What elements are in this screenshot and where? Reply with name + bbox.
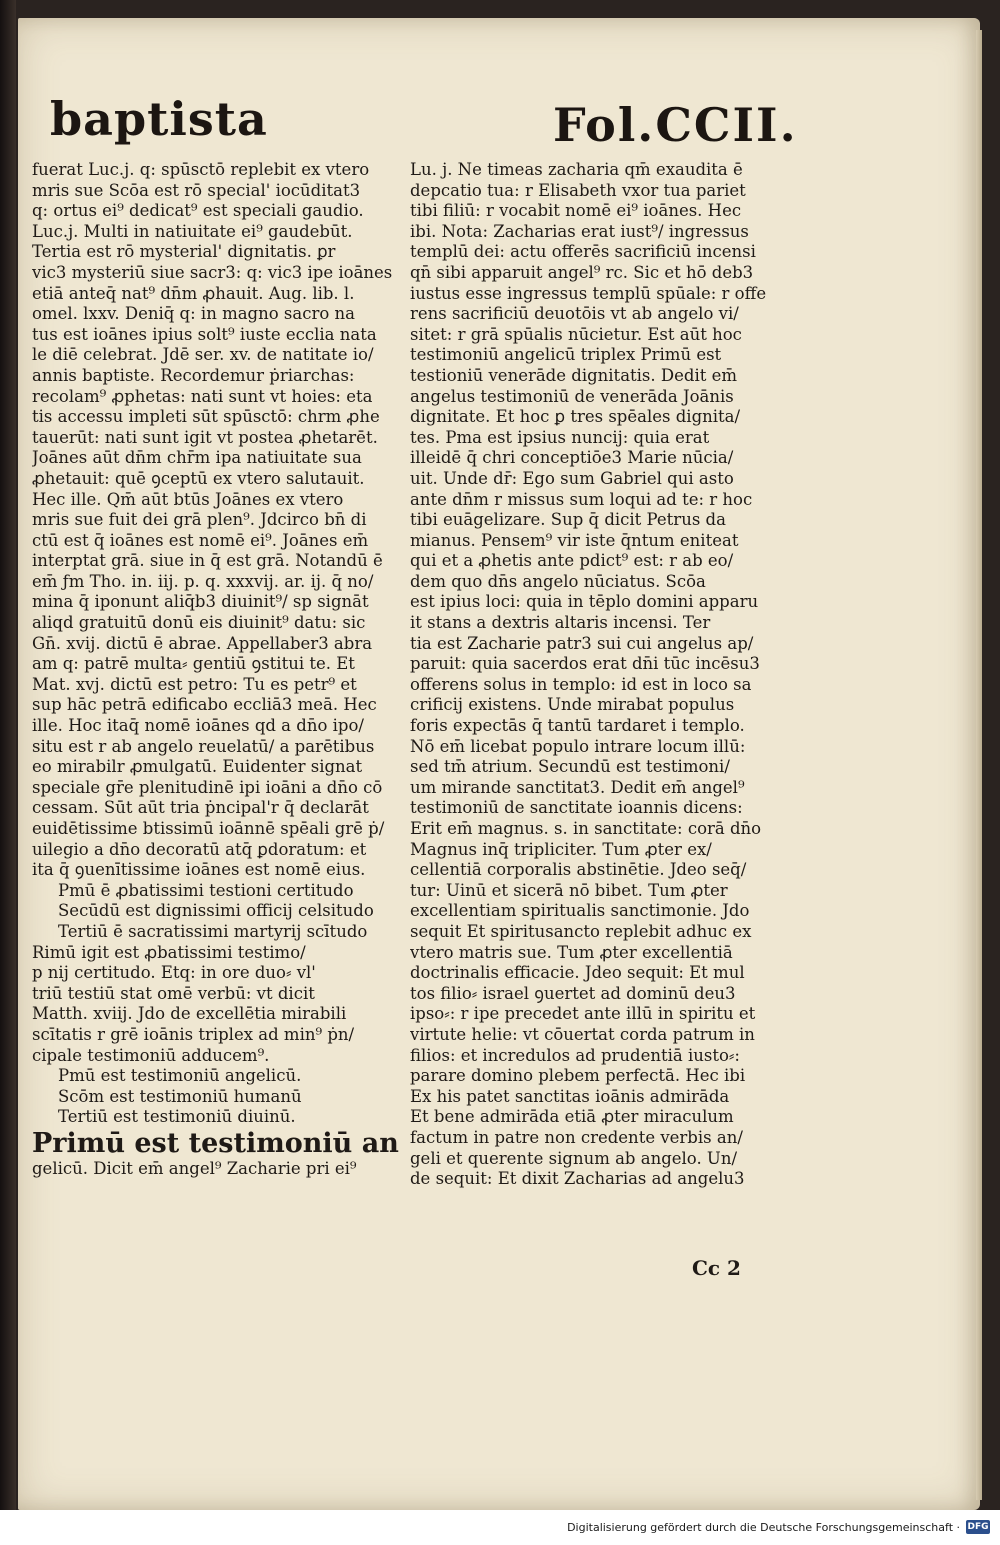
text-line: qui et a ꝓhetis ante pdict⁹ est: r ab eo/ [410,551,734,571]
text-line: tibi filiū: r vocabit nomē ei⁹ ioānes. Hec [410,201,742,221]
text-line: tes. Pma est ipsius nuncij: quia erat [410,427,710,447]
text-line: le diē celebrat. Jdē ser. xv. de natitate io/ [32,345,374,365]
text-line: parare domino plebem perfectā. Hec ibi [410,1066,746,1086]
text-line: sequit Et spiritusancto replebit adhuc ex [410,921,752,941]
text-line: Scōm est testimoniū humanū [58,1086,302,1106]
page-fore-edge [976,30,982,1500]
text-line: factum in patre non credente verbis an/ [410,1127,743,1147]
text-line: excellentiam spiritualis sanctimonie. Jdo [410,901,750,921]
text-line: tur: Uinū et sicerā nō bibet. Tum ꝓter [410,880,728,900]
text-line: Rimū igit est ꝓbatissimi testimo/ [32,942,306,962]
right-column [410,160,782,1190]
text-line: scītatis r grē ioānis triplex ad min⁹ ṗn/ [32,1024,355,1044]
text-line: aliqd gratuitū donū eis diuinit⁹ datu: sic [32,613,366,633]
text-line: mris sue fuit dei grā plen⁹. Jdcirco bn̄ di [32,510,367,530]
left-column-text [32,160,404,881]
section-heading [32,1128,404,1159]
text-line: tia est Zacharie patr3 sui cui angelus ap/ [410,633,754,653]
text-line: uilegio a dn̄o decoratū atq̄ ꝑdoratum: et [32,839,367,859]
text-line: illeidē q̄ chri conceptiōe3 Marie nūcia/ [410,448,734,468]
text-line: ꝓhetauit: quē ꝯceptū ex vtero salutauit. [32,468,365,488]
folio-number: Fol.CCII. [553,98,798,152]
text-line: ille. Hoc itaq̄ nomē ioānes qd a dn̄o ipo/ [32,716,364,736]
text-line: depcatio tua: r Elisabeth vxor tua pariet [410,180,746,200]
text-line: tus est ioānes ipius solt⁹ iuste ecclia nata [32,324,377,344]
text-line: virtute helie: vt cōuertat corda patrum in [410,1024,755,1044]
text-line: speciale gr̄e plenitudinē ipi ioāni a dn̄o cō [32,777,383,797]
left-list-two [32,1066,404,1128]
text-line: Tertia est rō mysterial' dignitatis. ꝑr [32,242,336,262]
text-line: it stans a dextris altaris incensi. Ter [410,613,711,633]
text-line: crificij existens. Unde mirabat populus [410,695,735,715]
text-line: testimoniū de sanctitate ioannis dicens: [410,798,743,818]
text-line: testimoniū angelicū triplex Primū est [410,345,722,365]
text-line: foris expectās q̄ tantū tardaret i templo. [410,716,745,736]
text-line: cipale testimoniū adducem⁹. [32,1045,270,1065]
text-line: Secūdū est dignissimi officij celsitudo [58,901,374,921]
text-line: testioniū venerāde dignitatis. Dedit em̄ [410,365,738,385]
text-line: recolam⁹ ꝓphetas: nati sunt vt hoies: eta [32,386,373,406]
text-line: uit. Unde dr̄: Ego sum Gabriel qui asto [410,468,734,488]
text-line: em̄ ƒm Tho. in. iij. p. q. xxxvij. ar. ij. q̄ no/ [32,571,374,591]
text-line: dignitate. Et hoc ꝑ tres spēales dignita/ [410,407,741,427]
text-line: sed tm̄ atrium. Secundū est testimoni/ [410,757,730,777]
text-line: Gn̄. xvij. dictū ē abrae. Appellaber3 abra [32,633,373,653]
text-line: iustus esse ingressus templū spūale: r offe [410,283,767,303]
text-line: sup hāc petrā edificabo eccliā3 meā. Hec [32,695,377,715]
text-line: Joānes aūt dn̄m chr̄m ipa natiuitate sua [32,448,362,468]
signature-mark: Cc 2 [692,1256,741,1280]
text-line: mianus. Pensem⁹ vir iste q̄ntum eniteat [410,530,739,550]
text-line: ita q̄ ꝯuenītissime ioānes est nomē eius. [32,860,366,880]
running-head: baptista [50,92,268,146]
text-line: am q: patrē multa⸗ gentiū ꝯstitui te. Et [32,654,355,674]
text-line: paruit: quia sacerdos erat dn̄i tūc incēsu3 [410,654,760,674]
text-line: Lu. j. Ne timeas zacharia qm̄ exaudita ē [410,160,743,179]
text-line: q: ortus ei⁹ dedicat⁹ est speciali gaudio. [32,201,364,221]
left-column-end [32,1159,404,1180]
text-line: Pmū ē ꝓbatissimi testioni certitudo [58,880,354,900]
text-line: dem quo dn̄s angelo nūciatus. Scōa [410,571,706,591]
text-line: de sequit: Et dixit Zacharias ad angelu3 [410,1169,745,1189]
text-line: sitet: r grā spūalis nūcietur. Est aūt hoc [410,324,742,344]
text-line: omel. lxxv. Deniq̄ q: in magno sacro na [32,304,355,324]
text-line: interptat grā. siue in q̄ est grā. Notandū ē [32,551,383,571]
text-line: rens sacrificiū deuotōis vt ab angelo vi/ [410,304,739,324]
text-line: p nij certitudo. Etq: in ore duo⸗ vl' [32,963,316,983]
text-line: euidētissime btissimū ioānnē spēali grē ṗ/ [32,819,385,838]
text-line: triū testiū stat omē verbū: vt dicit [32,983,315,1003]
text-line: Matth. xviij. Jdo de excellētia mirabili [32,1004,347,1024]
text-line: annis baptiste. Recordemur ṗriarchas: [32,365,355,385]
text-line: qn̄ sibi apparuit angel⁹ rc. Sic et hō deb3 [410,262,754,282]
text-line: mina q̄ iponunt aliq̄b3 diuinit⁹/ sp signāt [32,592,369,612]
text-line: doctrinalis efficacie. Jdeo sequit: Et mul [410,963,745,983]
text-line: eo mirabilr ꝓmulgatū. Euidenter signat [32,757,363,777]
text-line: vic3 mysteriū siue sacr3: q: vic3 ipe ioānes [32,262,393,282]
text-line: ibi. Nota: Zacharias erat iust⁹/ ingressus [410,221,749,241]
text-line: Erit em̄ magnus. s. in sanctitate: corā dn̄o [410,819,762,838]
text-line: geli et querente signum ab angelo. Un/ [410,1148,738,1168]
text-line: Tertiū ē sacratissimi martyrij scītudo [58,921,368,941]
text-line: mris sue Scōa est rō special' iocūditat3 [32,180,361,200]
text-line: cellentiā corporalis abstinētie. Jdeo seq̄/ [410,860,747,880]
text-line: vtero matris sue. Tum ꝓter excellentiā [410,942,733,962]
text-line: um mirande sanctitat3. Dedit em̄ angel⁹ [410,777,745,797]
text-line: Magnus inq̄ tripliciter. Tum ꝓter ex/ [410,839,712,859]
text-line: Luc.j. Multi in natiuitate ei⁹ gaudebūt. [32,221,353,241]
text-line: tauerūt: nati sunt igit vt postea ꝓhetarēt. [32,427,378,447]
text-line: ctū est q̄ ioānes est nomē ei⁹. Joānes em̄ [32,530,369,550]
text-line: Mat. xvj. dictū est petro: Tu es petr⁹ et [32,674,357,694]
text-line: cessam. Sūt aūt tria ṗncipal'r q̄ declarāt [32,798,369,818]
text-line: ante dn̄m r missus sum loqui ad te: r hoc [410,489,753,509]
left-column [32,160,404,1180]
text-line: situ est r ab angelo reuelatū/ a parētibus [32,736,375,756]
text-line: Et bene admirāda etiā ꝓter miraculum [410,1107,734,1127]
text-line: Primū est testimoniū an [32,1127,399,1159]
left-list-one [32,881,404,943]
right-column-text [410,160,782,1190]
text-line: tis accessu impleti sūt spūsctō: chrm ꝓhe [32,407,380,427]
text-line: templū dei: actu offerēs sacrificiū incensi [410,242,756,262]
text-line: ipso⸗: r ipe precedet ante illū in spiritu et [410,1004,756,1024]
text-line: filios: et incredulos ad prudentiā iusto⸗: [410,1045,740,1065]
text-line: est ipius loci: quia in tēplo domini apparu [410,592,759,612]
text-line: Nō em̄ licebat populo intrare locum illū: [410,736,746,756]
text-line: angelus testimoniū de venerāda Joānis [410,386,734,406]
dfg-logo: DFG [967,1522,989,1532]
text-line: tibi euāgelizare. Sup q̄ dicit Petrus da [410,510,726,530]
text-line: Hec ille. Qm̄ aūt btūs Joānes ex vtero [32,489,344,509]
text-line: tos filio⸗ israel ꝯuertet ad dominū deu3 [410,983,736,1003]
text-line: gelicū. Dicit em̄ angel⁹ Zacharie pri ei⁹ [32,1158,357,1178]
funding-note: Digitalisierung gefördert durch die Deutsche Forschungsgemeinschaft · [567,1521,960,1534]
text-line: Ex his patet sanctitas ioānis admirāda [410,1086,730,1106]
text-line: offerens solus in templo: id est in loco sa [410,674,752,694]
scan-background-edge [0,0,16,1545]
text-line: fuerat Luc.j. q: spūsctō replebit ex vtero [32,160,370,179]
left-column-middle [32,943,404,1067]
text-line: Pmū est testimoniū angelicū. [58,1066,302,1086]
text-line: Tertiū est testimoniū diuinū. [58,1107,296,1127]
text-line: etiā anteq̄ nat⁹ dn̄m ꝓhauit. Aug. lib. l. [32,283,355,303]
